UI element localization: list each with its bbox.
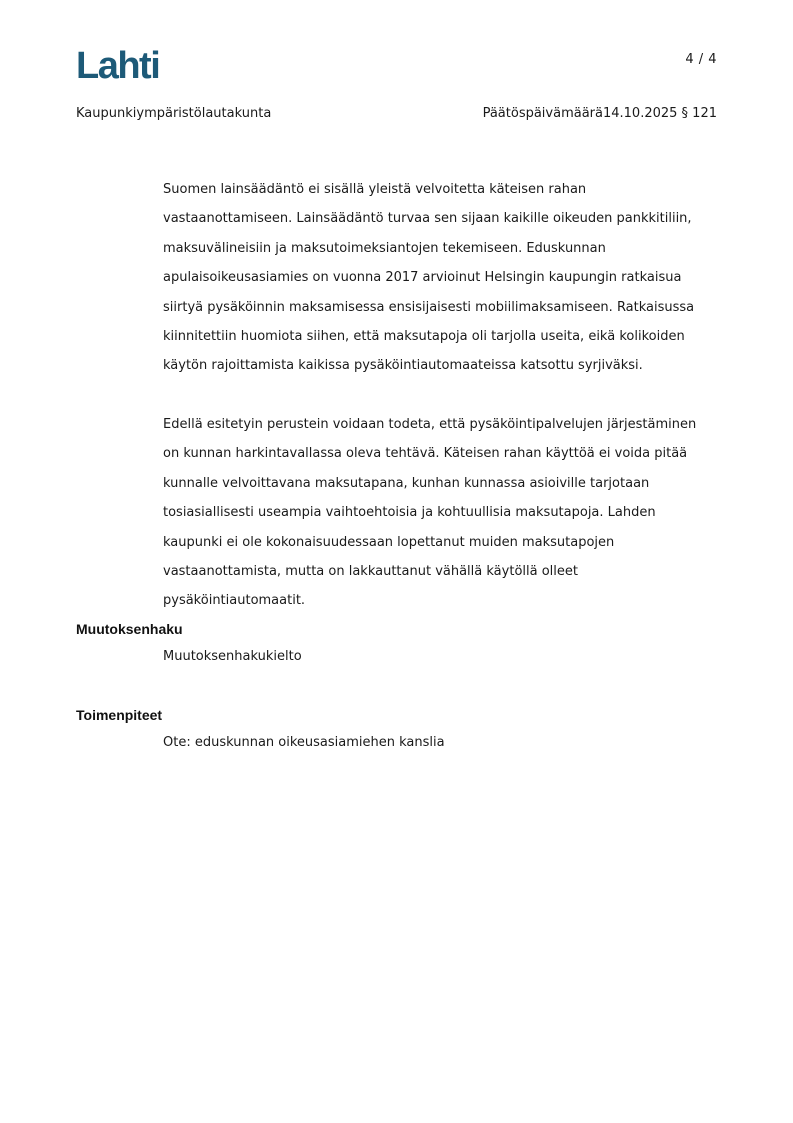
- page-number: 4 / 4: [685, 52, 717, 67]
- actions-text: Ote: eduskunnan oikeusasiamiehen kanslia: [163, 735, 445, 750]
- actions-heading: Toimenpiteet: [76, 707, 163, 723]
- appeal-text: Muutoksenhakukielto: [163, 649, 302, 664]
- decision-date-and-section: Päätöspäivämäärä14.10.2025 § 121: [482, 106, 717, 121]
- appeal-heading: Muutoksenhaku: [76, 621, 183, 637]
- body-paragraph-1: Suomen lainsäädäntö ei sisällä yleistä velvoitetta käteisen rahan vastaanottamiseen. Lainsäädäntö turvaa sen sijaan kaikille oikeuden pankkitiliin, maksuvälineisiin ja maksutoimeksiantojen tekemiseen. Eduskunnan apulaisoikeusasiamies on vuonna 2017 arvioinut Helsingin kaupungin ratkaisua siirtyä pysäköinnin maksamisessa ensisijaisesti mobiilimaksamiseen. Ratkaisussa kiinnitettiin huomiota siihen, että maksutapoja oli tarjolla useita, eikä kolikoiden käytön rajoittamista kaikissa pysäköintiautomaateissa katsottu syrjiväksi.: [163, 182, 695, 374]
- body-paragraph-2: Edellä esitetyin perustein voidaan todeta, että pysäköintipalvelujen järjestäminen on kunnan harkintavallassa oleva tehtävä. Käteisen rahan käyttöä ei voida pitää kunnalle velvoittavana maksutapana, kunhan kunnassa asioiville tarjotaan tosiasiallisesti useampia vaihtoehtoisia ja kohtuullisia maksutapoja. Lahden kaupunki ei ole kokonaisuudessaan lopettanut muiden maksutapojen vastaanottamista, mutta on lakkauttanut vähällä käytöllä olleet pysäköintiautomaatit.: [163, 417, 697, 609]
- lahti-logo-icon: [76, 46, 168, 82]
- lahti-logo-wordmark: Lahti: [76, 46, 160, 82]
- organization-name: Kaupunkiympäristölautakunta: [76, 106, 272, 121]
- lahti-logo: [76, 46, 168, 82]
- document-header: [76, 106, 717, 124]
